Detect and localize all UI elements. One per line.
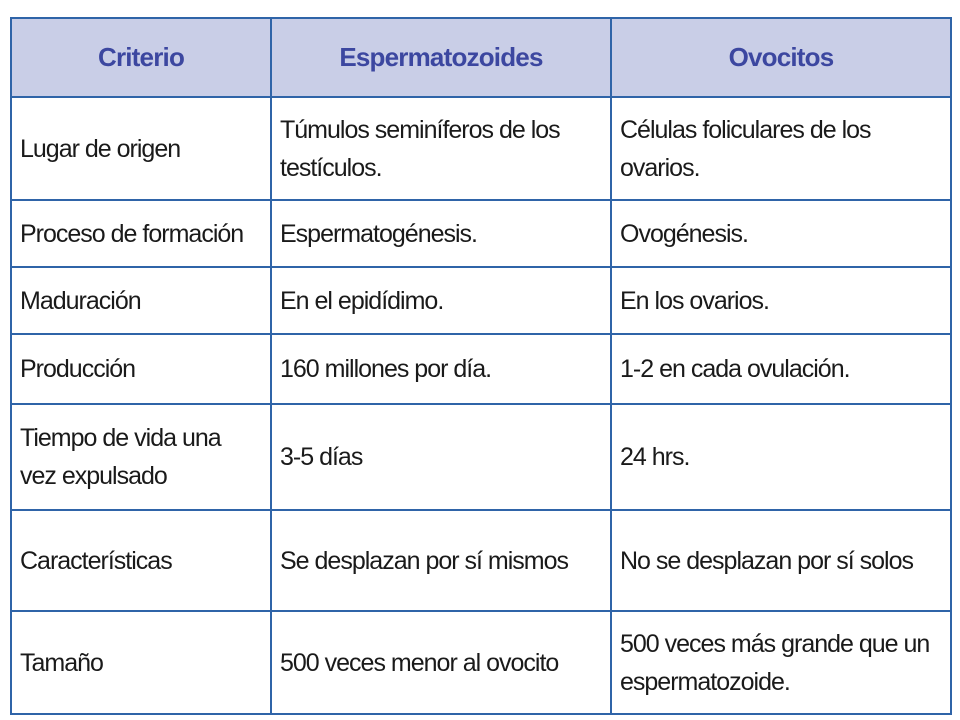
row-label: Producción bbox=[11, 334, 271, 404]
cell-ovocitos: En los ovarios. bbox=[611, 267, 951, 334]
row-label: Lugar de origen bbox=[11, 97, 271, 200]
header-ovocitos: Ovocitos bbox=[611, 18, 951, 97]
cell-ovocitos: Células foliculares de los ovarios. bbox=[611, 97, 951, 200]
row-label: Tiempo de vida una vez expulsado bbox=[11, 404, 271, 510]
cell-espermatozoides: Espermatogénesis. bbox=[271, 200, 611, 267]
table-row bbox=[11, 200, 951, 267]
cell-ovocitos: No se desplazan por sí solos bbox=[611, 510, 951, 611]
table-row bbox=[11, 334, 951, 404]
cell-ovocitos: Ovogénesis. bbox=[611, 200, 951, 267]
cell-espermatozoides: 500 veces menor al ovocito bbox=[271, 611, 611, 714]
table-row bbox=[11, 97, 951, 200]
header-row bbox=[11, 18, 951, 97]
cell-espermatozoides: Túmulos seminíferos de los testículos. bbox=[271, 97, 611, 200]
cell-espermatozoides: 3-5 días bbox=[271, 404, 611, 510]
table-row bbox=[11, 404, 951, 510]
cell-espermatozoides: Se desplazan por sí mismos bbox=[271, 510, 611, 611]
row-label: Maduración bbox=[11, 267, 271, 334]
table-row bbox=[11, 267, 951, 334]
table-row bbox=[11, 510, 951, 611]
table-row bbox=[11, 611, 951, 714]
cell-ovocitos: 24 hrs. bbox=[611, 404, 951, 510]
header-criterio: Criterio bbox=[11, 18, 271, 97]
cell-ovocitos: 1-2 en cada ovulación. bbox=[611, 334, 951, 404]
cell-espermatozoides: En el epidídimo. bbox=[271, 267, 611, 334]
comparison-table-container bbox=[10, 17, 950, 703]
row-label: Características bbox=[11, 510, 271, 611]
comparison-table bbox=[10, 17, 952, 715]
cell-ovocitos: 500 veces más grande que un espermatozoide. bbox=[611, 611, 951, 714]
cell-espermatozoides: 160 millones por día. bbox=[271, 334, 611, 404]
row-label: Proceso de formación bbox=[11, 200, 271, 267]
row-label: Tamaño bbox=[11, 611, 271, 714]
header-espermatozoides: Espermatozoides bbox=[271, 18, 611, 97]
